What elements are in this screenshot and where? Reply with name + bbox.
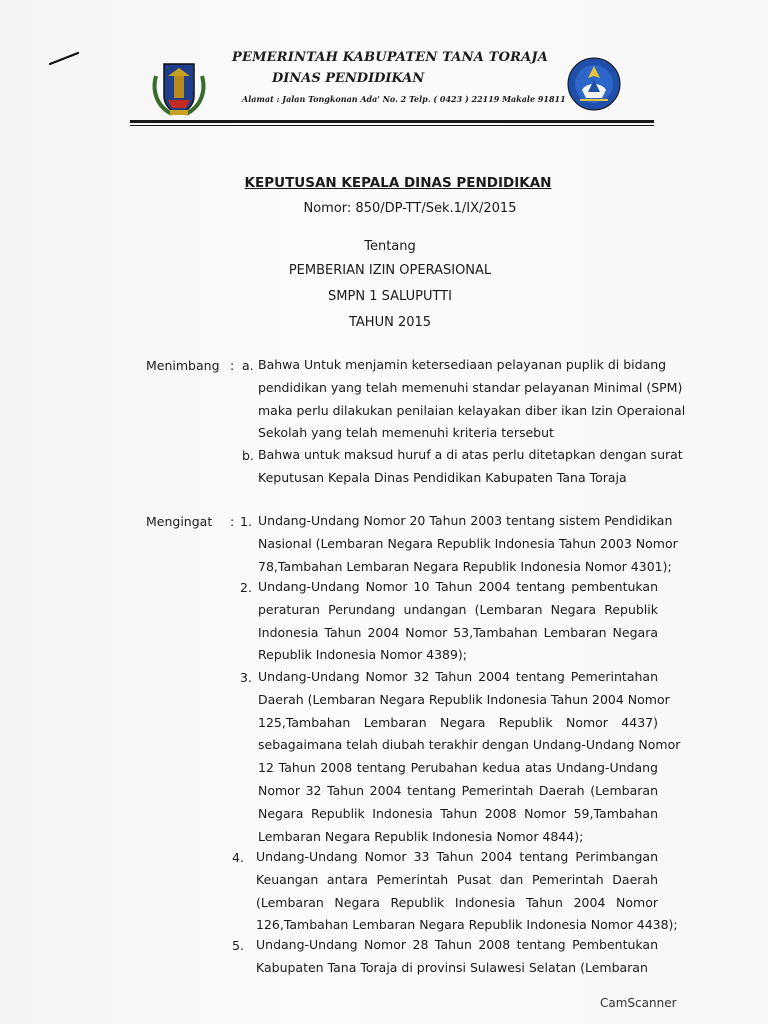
text-line: Undang-Undang Nomor 20 Tahun 2003 tentang sistem Pendidikan [258, 513, 673, 528]
tut-wuri-handayani-emblem-icon [566, 56, 622, 112]
mengingat-item-1-marker: 1. [240, 514, 252, 529]
text-line: Undang-Undang Nomor 33 Tahun 2004 tentang Perimbangan [256, 849, 658, 864]
decree-about: Tentang [364, 239, 416, 254]
text-line: Keuangan antara Pemerintah Pusat dan Pemerintah Daerah [256, 871, 658, 887]
decree-title: KEPUTUSAN KEPALA DINAS PENDIDIKAN [244, 175, 552, 191]
text-line: Republik Indonesia Nomor 4389); [258, 647, 468, 663]
menimbang-label: Menimbang [146, 358, 220, 373]
text-line: Kabupaten Tana Toraja di provinsi Sulawesi Selatan (Lembaran [256, 959, 648, 975]
mengingat-colon: : [230, 514, 235, 529]
letterhead-address: Alamat : Jalan Tongkonan Ada' No. 2 Telp. ( 0423 ) 22119 Makale 91811 [242, 94, 566, 104]
text-line: maka perlu dilakukan penilaian kelayakan diber ikan Izin Operaional [258, 402, 686, 418]
mengingat-item-5-marker: 5. [232, 938, 244, 953]
menimbang-colon: : [230, 358, 235, 373]
decree-number: Nomor: 850/DP-TT/Sek.1/IX/2015 [303, 201, 517, 216]
text-line: pendidikan yang telah memenuhi standar pelayanan Minimal (SPM) [258, 379, 683, 395]
menimbang-item-a [258, 354, 686, 445]
text-line: sebagaimana telah diubah terakhir dengan Undang-Undang Nomor [258, 737, 681, 753]
menimbang-item-b-marker: b. [242, 448, 254, 463]
letterhead-department: DINAS PENDIDIKAN [272, 71, 425, 86]
menimbang-item-a-marker: a. [242, 358, 254, 373]
text-line: Lembaran Negara Republik Indonesia Nomor 4844); [258, 828, 584, 844]
text-line: Indonesia Tahun 2004 Nomor 53,Tambahan Lembaran Negara [258, 624, 658, 640]
pen-mark-icon [48, 50, 80, 66]
text-line: Sekolah yang telah memenuhi kriteria tersebut [258, 425, 554, 441]
text-line: Keputusan Kepala Dinas Pendidikan Kabupaten Tana Toraja [258, 469, 627, 485]
text-line: Undang-Undang Nomor 32 Tahun 2004 tentang Pemerintahan [258, 669, 658, 684]
letterhead-rule-thin [130, 125, 654, 126]
text-line: peraturan Perundang undangan (Lembaran Negara Republik [258, 601, 658, 617]
text-line: 126,Tambahan Lembaran Negara Republik Indonesia Nomor 4438); [256, 917, 678, 933]
mengingat-item-3-marker: 3. [240, 670, 252, 685]
mengingat-item-2 [258, 576, 658, 667]
mengingat-item-4 [256, 846, 678, 937]
camscanner-watermark: CamScanner [600, 996, 677, 1010]
text-line: Daerah (Lembaran Negara Republik Indonesia Tahun 2004 Nomor [258, 691, 670, 707]
text-line: 12 Tahun 2008 tentang Perubahan kedua atas Undang-Undang [258, 760, 658, 776]
text-line: Nasional (Lembaran Negara Republik Indonesia Tahun 2003 Nomor [258, 535, 678, 551]
decree-school: SMPN 1 SALUPUTTI [328, 289, 452, 304]
text-line: Negara Republik Indonesia Tahun 2008 Nomor 59,Tambahan [258, 805, 658, 821]
text-line: Nomor 32 Tahun 2004 tentang Pemerintah Daerah (Lembaran [258, 782, 658, 798]
decree-title-block [200, 174, 580, 332]
text-line: Undang-Undang Nomor 28 Tahun 2008 tentang Pembentukan [256, 937, 658, 952]
menimbang-item-b [258, 444, 683, 490]
mengingat-label: Mengingat [146, 514, 213, 529]
decree-year: TAHUN 2015 [348, 315, 432, 330]
text-line: 125,Tambahan Lembaran Negara Republik Nomor 4437) [258, 714, 658, 730]
decree-subject: PEMBERIAN IZIN OPERASIONAL [288, 263, 492, 278]
mengingat-item-1 [258, 510, 678, 578]
mengingat-item-5 [256, 934, 658, 980]
mengingat-item-2-marker: 2. [240, 580, 252, 595]
text-line: Undang-Undang Nomor 10 Tahun 2004 tentang pembentukan [258, 579, 658, 594]
text-line: Bahwa untuk maksud huruf a di atas perlu ditetapkan dengan surat [258, 447, 683, 462]
letterhead [232, 50, 566, 104]
text-line: 78,Tambahan Lembaran Negara Republik Indonesia Nomor 4301); [258, 558, 672, 574]
text-line: (Lembaran Negara Republik Indonesia Tahun 2004 Nomor [256, 894, 658, 910]
letterhead-rule-thick [130, 120, 654, 123]
mengingat-item-4-marker: 4. [232, 850, 244, 865]
mengingat-item-3 [258, 666, 681, 848]
text-line: Bahwa Untuk menjamin ketersediaan pelayanan puplik di bidang [258, 357, 667, 372]
tana-toraja-crest-icon [150, 56, 208, 118]
letterhead-government: PEMERINTAH KABUPATEN TANA TORAJA [232, 50, 549, 65]
